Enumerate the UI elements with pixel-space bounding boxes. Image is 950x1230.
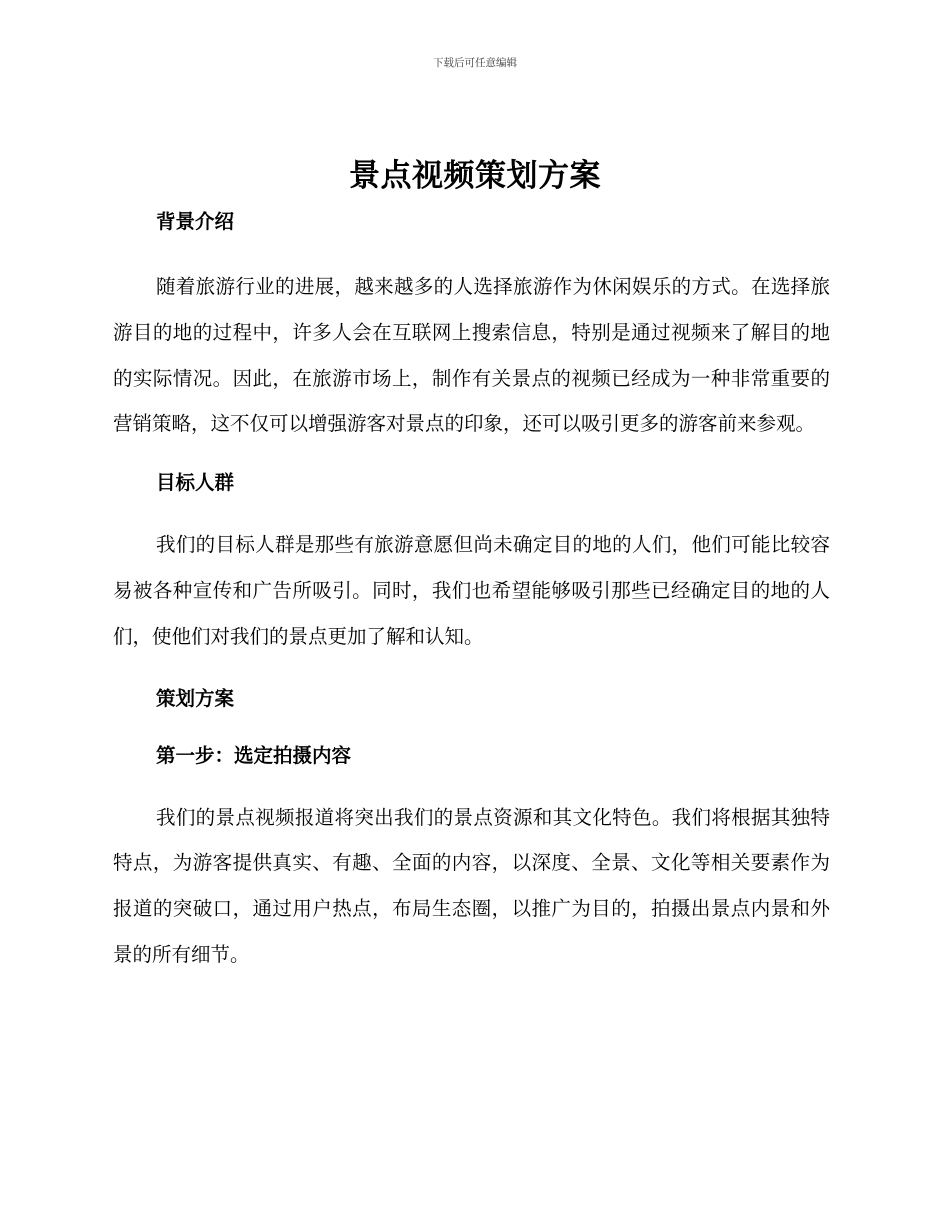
section-heading-plan: 策划方案 [156, 686, 235, 710]
document-title: 景点视频策划方案 [349, 158, 601, 194]
section-paragraph-step1: 我们的景点视频报道将突出我们的景点资源和其文化特色。我们将根据其独特特点，为游客提供真实、有趣、全面的内容，以深度、全景、文化等相关要素作为报道的突破口，通过用户热点，布局生态圈，以推广为目的，拍摄出景点内景和外景的所有细节。 [113, 805, 830, 966]
section-heading-target: 目标人群 [156, 471, 235, 495]
section-paragraph-background: 随着旅游行业的进展，越来越多的人选择旅游作为休闲娱乐的方式。在选择旅游目的地的过程中，许多人会在互联网上搜索信息，特别是通过视频来了解目的地的实际情况。因此，在旅游市场上，制作有关景点的视频已经成为一种非常重要的营销策略，这不仅可以增强游客对景点的印象，还可以吸引更多的游客前来参观。 [113, 275, 830, 436]
section-paragraph-target: 我们的目标人群是那些有旅游意愿但尚未确定目的地的人们，他们可能比较容易被各种宣传和广告所吸引。同时，我们也希望能够吸引那些已经确定目的地的人们，使他们对我们的景点更加了解和认知。 [113, 533, 830, 648]
document-body [113, 205, 830, 978]
page-header-note: 下载后可任意编辑 [433, 57, 517, 69]
section-heading-background: 背景介绍 [156, 210, 235, 233]
section-heading-step1: 第一步：选定拍摄内容 [156, 743, 352, 767]
